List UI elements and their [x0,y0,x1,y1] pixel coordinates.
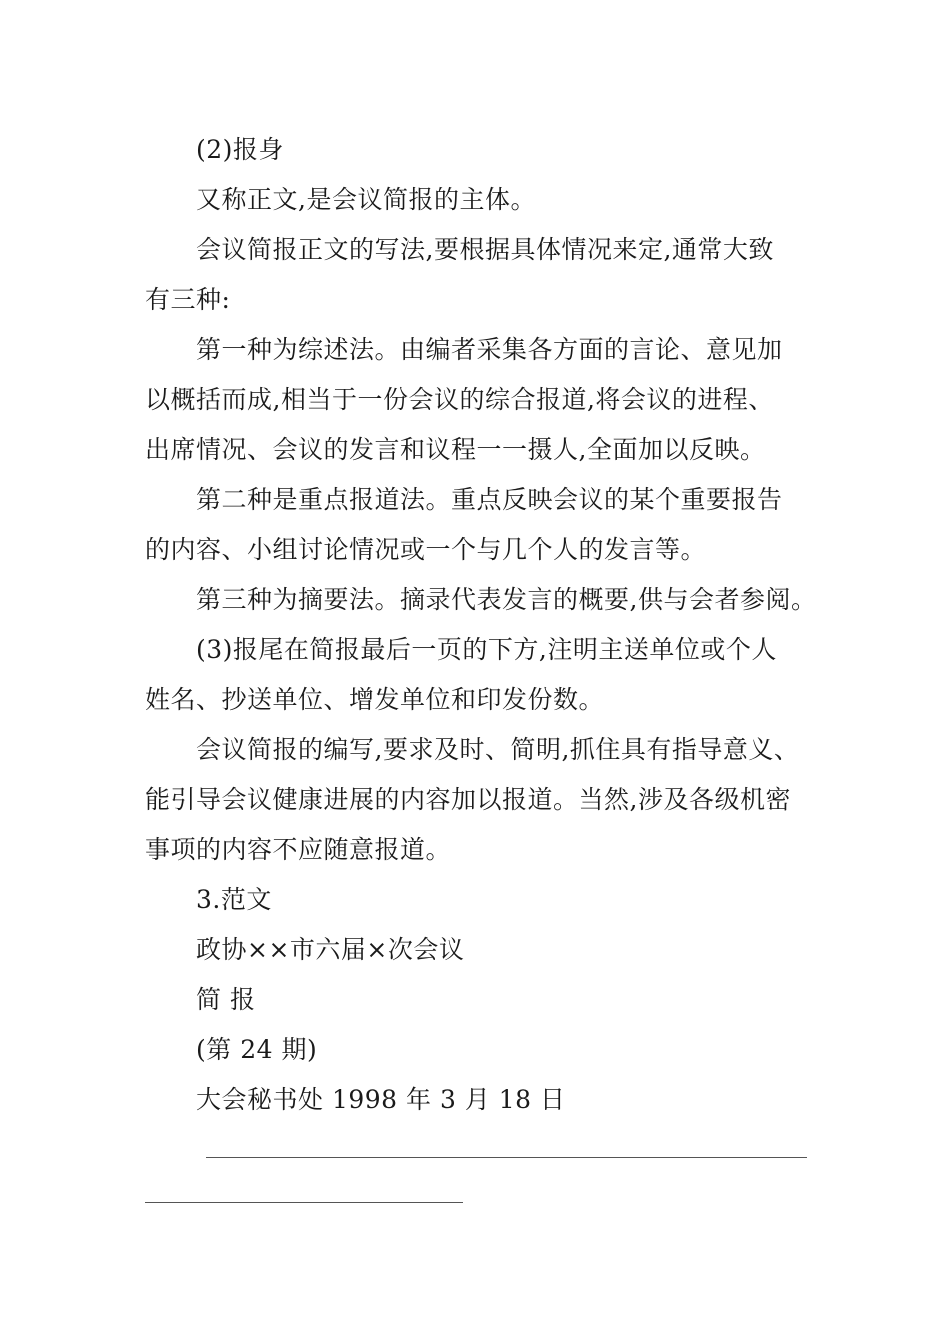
section-heading-report-body: (2)报身 [196,135,284,164]
paragraph-line: 的内容、小组讨论情况或一个与几个人的发言等。 [145,535,707,564]
sample-issue-number: (第 24 期) [196,1035,318,1064]
paragraph-line: 第一种为综述法。由编者采集各方面的言论、意见加 [196,335,783,364]
paragraph-line: 第二种是重点报道法。重点反映会议的某个重要报告 [196,485,783,514]
paragraph-line: 第三种为摘要法。摘录代表发言的概要,供与会者参阅。 [196,585,817,614]
paragraph-line: 会议简报正文的写法,要根据具体情况来定,通常大致 [196,235,774,264]
paragraph-line: 又称正文,是会议简报的主体。 [196,185,536,214]
paragraph-line: 姓名、抄送单位、增发单位和印发份数。 [145,685,605,714]
paragraph-line: 事项的内容不应随意报道。 [145,835,452,864]
paragraph-line: 能引导会议健康进展的内容加以报道。当然,涉及各级机密 [145,785,791,814]
sample-meeting-title: 政协××市六届×次会议 [196,935,465,964]
paragraph-line: 会议简报的编写,要求及时、简明,抓住具有指导意义、 [196,735,800,764]
paragraph-line: 有三种: [145,285,231,314]
paragraph-line: 出席情况、会议的发言和议程一一摄人,全面加以反映。 [145,435,766,464]
section-heading-sample: 3.范文 [196,885,272,914]
sample-bulletin-label: 简 报 [196,985,256,1014]
separator-rule-short [145,1202,463,1203]
sample-issuer-date: 大会秘书处 1998 年 3 月 18 日 [196,1085,566,1114]
section-heading-report-tail: (3)报尾在简报最后一页的下方,注明主送单位或个人 [196,635,777,664]
paragraph-line: 以概括而成,相当于一份会议的综合报道,将会议的进程、 [145,385,774,414]
separator-rule [206,1157,807,1158]
